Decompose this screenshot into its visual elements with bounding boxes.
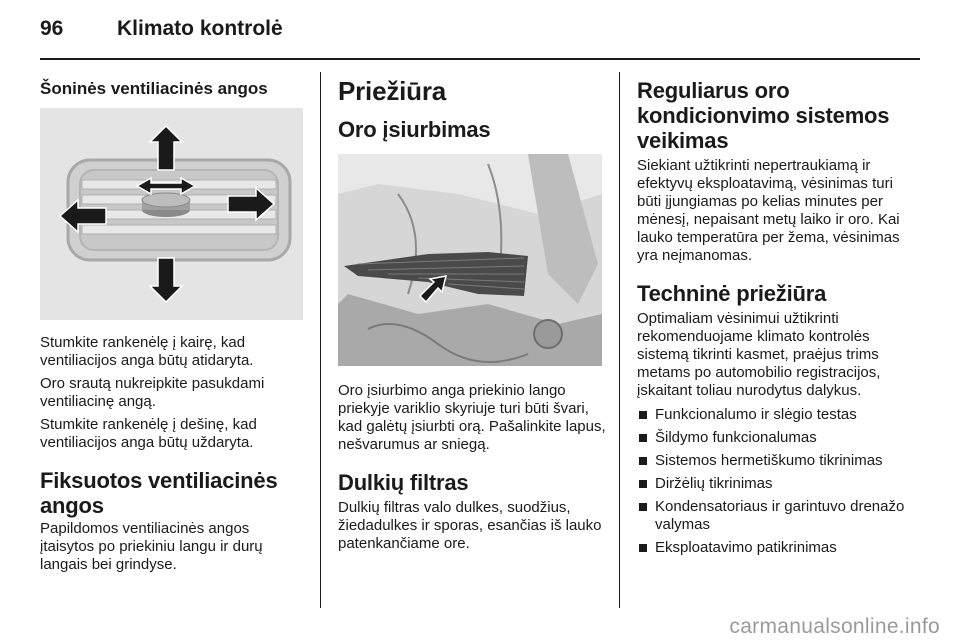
list-item: Diržėlių tikrinimas <box>637 475 907 493</box>
list-item: Eksploatavimo patikrinimas <box>637 539 907 557</box>
paragraph-service: Optimaliam vėsinimui užtikrinti rekomenduojame klimato kontrolės sistemą tikrinti kasmet, praėjus trims metams po automobilio registracijos, įskaitant toliau nurodytus dalykus. <box>637 310 881 399</box>
chapter-title: Klimato kontrolė <box>117 17 283 40</box>
side-vent-illustration <box>40 108 303 320</box>
section-heading-dust-filter: Dulkių filtras <box>338 470 469 495</box>
air-intake-photo <box>338 154 602 366</box>
column-divider-2 <box>619 72 620 608</box>
header-divider <box>40 58 920 60</box>
section-heading-side-vents: Šoninės ventiliacinės angos <box>40 79 268 98</box>
section-heading-service: Techninė priežiūra <box>637 281 827 306</box>
paragraph-close-vent: Stumkite rankenėlę į dešinę, kad ventiliacijos anga būtų uždaryta. <box>40 416 257 451</box>
column-3 <box>637 78 907 562</box>
column-divider-1 <box>320 72 321 608</box>
paragraph-direct-airflow: Oro srautą nukreipkite pasukdami ventiliacinę angą. <box>40 375 265 410</box>
paragraph-regular-operation: Siekiant užtikrinti nepertraukiamą ir efektyvų eksploatavimą, vėsinimas turi būti įjungiamas po kelias minutes per mėnesį, nepaisant metų laiko ir oro. Kai lauko temperatūra per žema, vėsinimas yra neįmanomas. <box>637 157 900 264</box>
engine-bay-illustration <box>338 154 602 366</box>
paragraph-open-vent: Stumkite rankenėlę į kairę, kad ventiliacijos anga būtų atidaryta. <box>40 334 254 369</box>
list-item: Kondensatoriaus ir garintuvo drenažo valymas <box>637 498 907 534</box>
service-checklist <box>637 406 907 557</box>
section-heading-maintenance: Priežiūra <box>338 76 447 106</box>
paragraph-fixed-vents: Papildomos ventiliacinės angos įtaisytos po priekiniu langu ir durų langais bei grindyse. <box>40 520 263 573</box>
list-item: Šildymo funkcionalumas <box>637 429 907 447</box>
watermark: carmanualsonline.info <box>729 615 940 638</box>
column-1 <box>40 78 305 574</box>
list-item: Sistemos hermetiškumo tikrinimas <box>637 452 907 470</box>
list-item: Funkcionalumo ir slėgio testas <box>637 406 907 424</box>
vent-diagram <box>40 108 303 320</box>
paragraph-dust-filter: Dulkių filtras valo dulkes, suodžius, žiedadulkes ir sporas, esančias iš lauko patenkančiame ore. <box>338 499 602 552</box>
section-heading-fixed-vents: Fiksuotos ventiliacinės angos <box>40 468 278 518</box>
section-heading-regular-operation: Reguliarus oro kondicionvimo sistemos veikimas <box>637 78 890 153</box>
column-2 <box>338 76 606 553</box>
page-number: 96 <box>40 17 64 40</box>
paragraph-air-intake: Oro įsiurbimo anga priekinio lango priekyje variklio skyriuje turi būti švari, kad galėtų įsiurbti orą. Pašalinkite lapus, nešvarumus ar sniegą. <box>338 382 606 453</box>
section-heading-air-intake: Oro įsiurbimas <box>338 117 491 142</box>
